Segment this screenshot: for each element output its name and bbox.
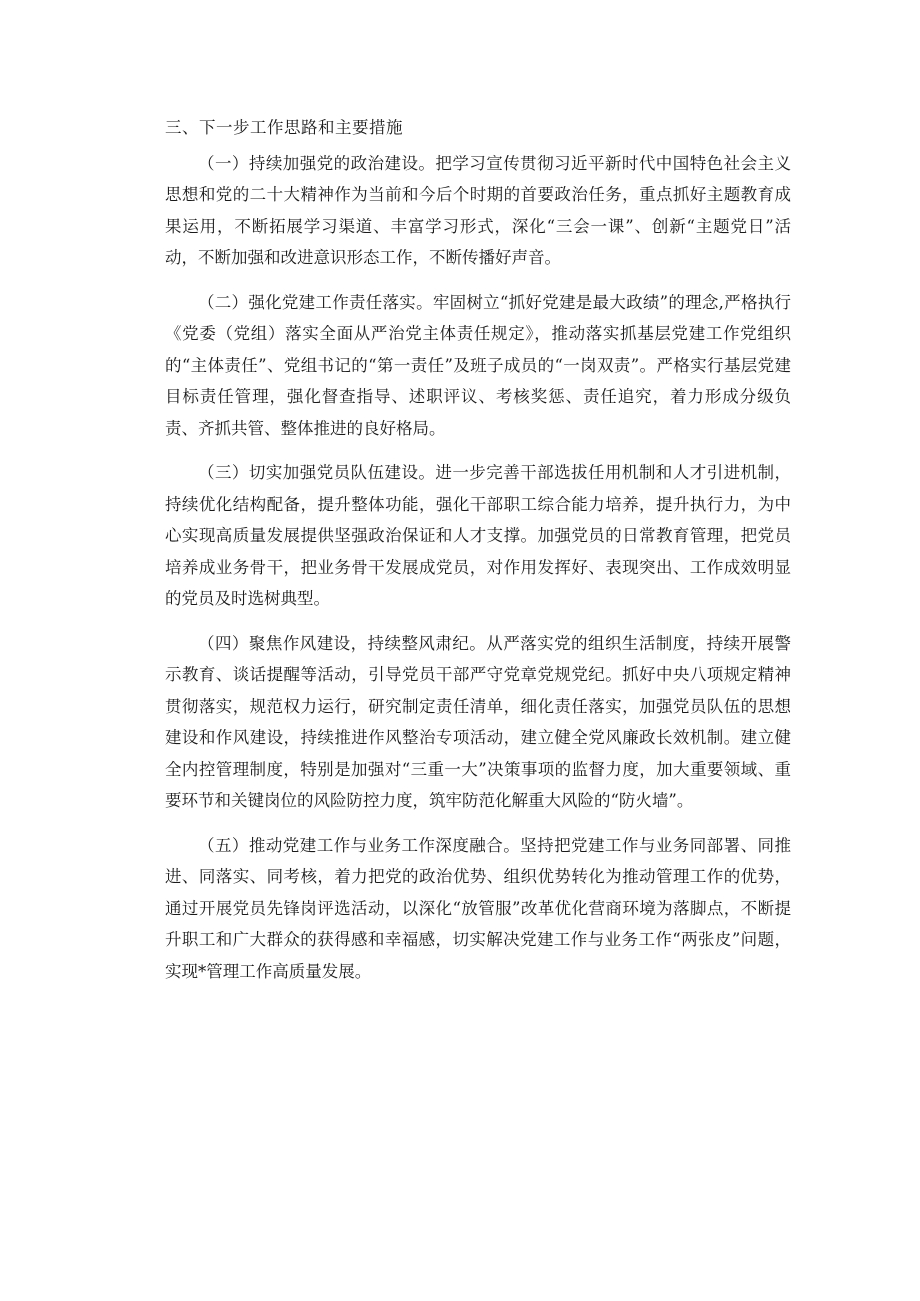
paragraph-3: （三）切实加强党员队伍建设。进一步完善干部选拔任用机制和人才引进机制，持续优化结构配备，提升整体功能，强化干部职工综合能力培养，提升执行力，为中心实现高质量发展提供坚强政治保证和人才支撑。加强党员的日常教育管理，把党员培养成业务骨干，把业务骨干发展成党员，对作用发挥好、表现突出、工作成效明显的党员及时选树典型。 bbox=[165, 463, 791, 608]
paragraph-5: （五）推动党建工作与业务工作深度融合。坚持把党建工作与业务同部署、同推进、同落实、同考核，着力把党的政治优势、组织优势转化为推动管理工作的优势，通过开展党员先锋岗评选活动，以深化“放管服”改革优化营商环境为落脚点，不断提升职工和广大群众的获得感和幸福感，切实解决党建工作与业务工作“两张皮”问题，实现*管理工作高质量发展。 bbox=[165, 835, 791, 981]
section-heading: 三、下一步工作思路和主要措施 bbox=[165, 118, 403, 137]
document-body bbox=[165, 112, 791, 1000]
paragraph-2: （二）强化党建工作责任落实。牢固树立“抓好党建是最大政绩”的理念,严格执行《党委（党组）落实全面从严治党主体责任规定》，推动落实抓基层党建工作党组织的“主体责任”、党组书记的“第一责任”及班子成员的“一岗双责”。严格实行基层党建目标责任管理，强化督查指导、述职评议、考核奖惩、责任追究，着力形成分级负责、齐抓共管、整体推进的良好格局。 bbox=[165, 292, 791, 438]
paragraph-1: （一）持续加强党的政治建设。把学习宣传贯彻习近平新时代中国特色社会主义思想和党的二十大精神作为当前和今后个时期的首要政治任务，重点抓好主题教育成果运用，不断拓展学习渠道、丰富学习形式，深化“三会一课”、创新“主题党日”活动，不断加强和改进意识形态工作，不断传播好声音。 bbox=[165, 153, 791, 267]
paragraph-4: （四）聚焦作风建设，持续整风肃纪。从严落实党的组织生活制度，持续开展警示教育、谈话提醒等活动，引导党员干部严守党章党规党纪。抓好中央八项规定精神贯彻落实，规范权力运行，研究制定责任清单，细化责任落实，加强党员队伍的思想建设和作风建设，持续推进作风整治专项活动，建立健全党风廉政长效机制。建立健全内控管理制度，特别是加强对“三重一大”决策事项的监督力度，加大重要领域、重要环节和关键岗位的风险防控力度，筑牢防范化解重大风险的“防火墙”。 bbox=[165, 633, 791, 810]
